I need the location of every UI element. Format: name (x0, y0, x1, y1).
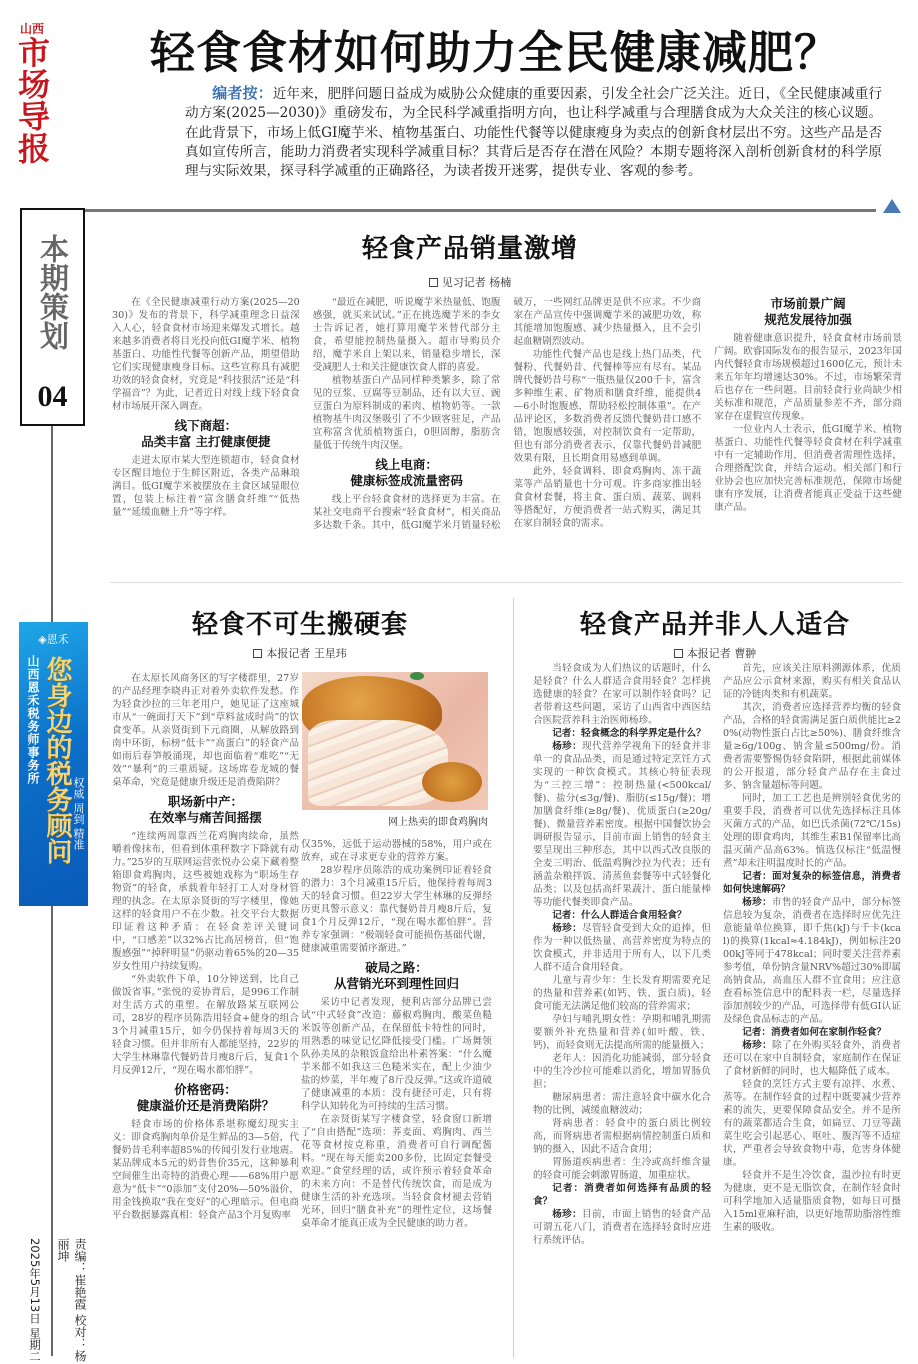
subheading (112, 418, 300, 450)
interview-question (533, 1182, 711, 1208)
paragraph-text: 在亲贤街某写字楼食堂，轻食窗口新增了“自由搭配”选项：荞麦面、鸡胸肉、西兰花等食材按克称重，消费者可自行调配酱料。“现在每天能卖200多份，比固定套餐受欢迎。”食堂经理的话，或许预示着轻食革命的未来方向：不是替代传统饮食，而是成为健康生活的补充选项。当轻食食材褪去营销光环，回归“膳食补充”的理性定位，这场餐桌革命才能真正成为全民健康的助力者。 (301, 1114, 492, 1229)
paragraph (301, 996, 492, 1113)
paragraph-text: 同时，加工工艺也是辨别轻食优劣的重要手段，消费者可以优先选择标注具体灭菌方式的产品，如巴氏杀菌(72℃/15s)处理的即食鸡肉，其维生素B1保留率比高温灭菌产品高63%。慎选仅标注“低温慢煮”却未注明温度时长的产品。 (723, 793, 901, 869)
header-divider (38, 209, 876, 212)
speaker-label: 杨珍： (742, 1040, 773, 1051)
editor-credits: 责编：崔艳霞 校对：杨丽坤 (56, 1238, 87, 1362)
paragraph-text: “最近在减肥，听说魔芋米热量低、饱腹感强，就买来试试。”正在挑选魔芋米的李女士告诉记者，她打算用魔芋米替代部分主食，希望能控制热量摄入。超市导购员介绍，魔芋米自上架以来，销量稳步增长，深受减肥人士和关注健康饮食人群的喜爱。 (312, 297, 501, 373)
issue-date: 2025年5月13日 星期二 (28, 1238, 42, 1362)
article-body (112, 296, 902, 532)
paragraph-text: 功能性代餐产品也是线上热门品类，代餐粉、代餐奶昔、代餐棒等应有尽有。某品牌代餐奶昔号称“一瓶热量仅200千卡，富含多种维生素、矿物质和膳食纤维，能提供4—6小时饱腹感，帮助轻松控制体重”。在产品评论区，多数消费者反馈代餐奶昔口感不错，饱腹感较强，对控制饮食有一定帮助，但也有部分消费者表示，仅靠代餐奶昔减肥效果有限，且长期食用易感到单调。 (513, 349, 702, 464)
paragraph-text: 一位业内人士表示，低GI魔芋米、植物基蛋白、功能性代餐等轻食食材在科学减重中有一定辅助作用，但消费者需理性选择，合理搭配饮食，并结合运动。相关部门和行业协会也应加快完善标准规范，保障市场健康有序发展，让消费者能真正受益于这些健康产品。 (714, 424, 902, 513)
speaker-label: 杨珍： (552, 923, 583, 934)
subheading (112, 1082, 299, 1114)
masthead-logo (12, 22, 52, 202)
editor-note-text: 近年来，肥胖问题日益成为威胁公众健康的重要因素，引发全社会广泛关注。近日，《全民健康减重行动方案(2025—2030)》重磅发布，为全民科学减重指明方向，也让科学减重与合理膳食成为大众关注的核心议题。在此背景下，市场上低GI魔芋米、植物基蛋白、功能性代餐等以健康瘦身为卖点的创新食材层出不穷。这些产品是否真如宣传所言，能助力消费者实现科学减重目标？其背后是否存在潜在风险？本期专题将深入剖析创新食材的科学原理与实际效果，探寻科学减重的正确路径，为读者拨开迷雾，提供专业、客观的参考。 (185, 86, 882, 180)
speaker-label: 记者： (552, 728, 581, 739)
interview-question (723, 870, 901, 896)
paragraph-text: 线下商超： 品类丰富 主打健康便捷 (141, 418, 271, 449)
paragraph-text: 目前，市面上销售的轻食产品可谓五花八门，消费者在选择轻食时应进行系统评估。 (533, 1209, 711, 1246)
ad-tags: 权威 周到 精准 (72, 777, 85, 850)
paragraph (723, 792, 901, 870)
page-number: 04 (37, 380, 68, 413)
subheading (313, 457, 501, 489)
paragraph (301, 1113, 492, 1230)
article-byline (200, 645, 400, 661)
speaker-label: 记者： (742, 871, 773, 882)
paragraph-text: 儿童与青少年：生长发育期需要充足的热量和营养素(如钙、铁、蛋白质)，轻食可能无法满足他们较高的营养需求； (533, 975, 711, 1012)
byline-text: 本报记者 曹翀 (686, 647, 757, 660)
editor-note (185, 84, 882, 181)
paragraph-text: 现代营养学视角下的轻食并非单一的食品品类，而是通过特定烹饪方式实现的一种饮食模式。其核心特征表现为“三控三增”：控制热量(<500kcal/餐)、盐分(≤3g/餐)、脂肪(≤15g/餐)；增加膳食纤维(≥8g/餐)、优质蛋白(≥20g/餐)、微量营养素密度。根据中国餐饮协会调研报告显示，目前市面上销售的轻食主要呈现出三种形态，其中以西式改良版的全麦三明治、低温鸡胸沙拉为代表；还有涵盖杂粮拌饭、清蒸鱼套餐等中式轻餐化品类；以及包括高纤果蔬汁、蛋白能量棒等功能代餐类即食产品。 (533, 741, 711, 908)
article-title: 轻食产品销量激增 (361, 234, 578, 264)
interview-answer (723, 1039, 901, 1078)
paragraph-text: 28岁程序员陈浩的成功案例印证着轻食的潜力：3个月减重15斤后，他保持着每周3天的轻食习惯。但22岁大学生林琳的反弹经历更具警示意义：靠代餐奶昔月瘦8斤后，复食1个月反弹12斤，“现在喝水都怕胖”。营养专家强调：“极端轻食可能损伤基础代谢，健康减重需要循序渐进。” (301, 865, 492, 954)
paragraph-text: 价格密码： 健康溢价还是消费陷阱？ (136, 1082, 275, 1113)
interview-answer (723, 896, 901, 1026)
speaker-label: 记者： (742, 1027, 771, 1038)
paragraph-text: 肾病患者：轻食中的蛋白质比例较高，而肾病患者需根据病情控制蛋白质和钠的摄入，因此不适合食用； (533, 1118, 711, 1155)
paragraph (533, 1052, 711, 1091)
interview-answer (533, 740, 711, 909)
triangle-marker-icon (883, 199, 901, 213)
subheading (714, 296, 902, 328)
paragraph (533, 1117, 711, 1156)
paragraph-text: 孕妇与哺乳期女性：孕期和哺乳期需要额外补充热量和营养(如叶酸、铁、钙)，而轻食则无法提高所需的能量摄入； (533, 1014, 711, 1051)
paragraph-text: 老年人：因消化功能减弱，部分轻食中的生冷沙拉可能难以消化，增加胃肠负担； (533, 1053, 711, 1090)
paragraph-text: 采访中记者发现，便利店部分品牌已尝试“中式轻食”改造：藤椒鸡胸肉、酸菜鱼糙米饭等创新产品，在保留低卡特性的同时，用熟悉的味觉记忆降低接受门槛。广场舞领队孙美凤的杂粮饭盒给出朴素答案：“什么魔芋米都不如我这三色糙米实在，配上少油少盐的炒菜，半年瘦了8斤没反弹。”这或许道破了健康减重的本质：没有捷径可走，只有将科学认知转化为可持续的生活习惯。 (301, 997, 492, 1112)
paragraph-text: 什么人群适合食用轻食？ (580, 910, 687, 921)
chicken-breast-photo (302, 672, 488, 810)
paragraph (112, 973, 299, 1077)
article-byline (615, 645, 815, 661)
paragraph (533, 1013, 711, 1052)
paragraph (723, 1078, 901, 1169)
paragraph-text: 市场前景广阔 规范发展待加强 (764, 296, 852, 327)
speaker-label: 杨珍： (552, 741, 583, 752)
section-label-box (20, 208, 85, 426)
paragraph-text: 糖尿病患者：需注意轻食中碳水化合物的比例，减缓血糖波动； (533, 1092, 711, 1116)
paragraph (714, 332, 902, 423)
paragraph-text: 面对复杂的标签信息，消费者如何快速解码？ (723, 871, 901, 895)
logo-text: 市场导报 (13, 34, 51, 166)
paragraph (112, 672, 299, 789)
paragraph-text: 消费者如何在家制作轻食？ (770, 1027, 887, 1038)
tax-advisor-ad[interactable] (19, 622, 88, 906)
interview-answer (533, 1208, 711, 1247)
paragraph-text: “外卖软件下单，10分钟送到，比自己做饭省事。”张悦的妥协背后，是996工作制对生活方式的重塑。在解放路某互联网公司，28岁的程序员陈浩用轻食+健身的组合3个月减重15斤，如今仍保持着每周3天的轻食习惯。但并非所有人都能坚持，22岁的大学生林琳靠代餐奶昔月瘦8斤后，复食1个月反弹12斤，“现在喝水都怕胖”。 (112, 974, 299, 1076)
paragraph (313, 374, 501, 452)
paragraph-text: 破局之路： 从营销光环到理性回归 (333, 960, 459, 991)
byline-text: 见习记者 杨楠 (441, 276, 512, 289)
interview-question (723, 1026, 901, 1039)
sidebar-line (51, 906, 53, 1356)
photo-caption: 网上热卖的即食鸡胸肉 (388, 817, 488, 828)
ad-firm-name: 山西恩禾税务师事务所 (26, 655, 40, 785)
speaker-label: 杨珍： (742, 897, 773, 908)
paragraph (112, 1118, 299, 1222)
paragraph-text: 仅35%，远低于运动器械的58%，用户或在放弃，或在寻求更专业的营养方案。 (301, 839, 492, 863)
paragraph-text: 职场新中产： 在效率与痛苦间摇摆 (149, 794, 262, 825)
paragraph (533, 974, 711, 1013)
speaker-label: 记者： (552, 1183, 585, 1194)
paragraph-text: 首先，应该关注原料溯源体系，优质产品应公示食材来源，购买有相关食品认证的冷链肉类和有机蔬菜。 (723, 663, 901, 700)
paragraph-text: 在《全民健康减重行动方案(2025—2030)》发布的背景下，科学减重理念日益深入人心，轻食食材市场迎来爆发式增长。越来越多消费者将目光投向低GI魔芋米、植物基蛋白、功能性代餐等创新产品，期望借助它们实现健康瘦身目标。这些宣称具有减肥功效的轻食食材，究竟是“科技狠活”还是“科学福音”？为此，记者近日对线上线下轻食食材市场展开深入调查。 (112, 297, 300, 412)
paragraph-text: 轻食的烹饪方式主要有凉拌、水煮、蒸等。在制作轻食的过程中既要减少营养素的流失，更要保障食品安全。并不是所有的蔬菜都适合生食，如扁豆、刀豆等蔬菜生吃会引起恶心、呕吐、腹泻等不适症状，严重者会导致食物中毒，危害身体健康。 (723, 1079, 901, 1168)
interview-question (533, 727, 711, 740)
paragraph (313, 296, 501, 374)
paragraph-text: 其次，消费者应选择营养均衡的轻食产品，合格的轻食需满足蛋白质供能比≥20%(动物性蛋白占比≥50%)、膳食纤维含量≥6g/100g、钠含量≤500mg/份。消费者需要警惕伪轻食陷阱，根据此前媒体的公开报道，部分轻食产品存在主食过多、钠含量超标等问题。 (723, 702, 901, 791)
paragraph (301, 838, 492, 864)
paragraph (112, 454, 300, 519)
paragraph-text: 消费者如何选择有品质的轻食？ (533, 1183, 712, 1207)
paragraph-text: 轻食概念的科学界定是什么？ (580, 728, 706, 739)
sidebar-line (51, 426, 53, 622)
paragraph-text: 轻食并不是生冷饮食，温沙拉有时更为健康，更不是无脂饮食，在制作轻食时可科学地加入适量脂质食物，如每日可摄入15ml亚麻籽油，以更好地帮助脂溶性维生素的吸收。 (723, 1170, 901, 1233)
paragraph (112, 296, 300, 413)
paragraph-text: 线上平台轻食食材的选择更为丰富。在某社交电商平台搜索“轻食食材”，相关商品多达数千条。其中，低GI魔芋米月销量轻松破万，一些网红品牌更是供不应求。不少商家在产品宣传中强调魔芋米的减肥功效，称其能增加饱腹感、减少热量摄入，且不会引起血糖剧烈波动。 (312, 297, 702, 531)
speaker-label: 杨珍： (552, 1209, 583, 1220)
section-divider (110, 582, 902, 583)
paragraph (714, 423, 902, 514)
column-divider (513, 598, 514, 1358)
paragraph (533, 1156, 711, 1182)
article-column (112, 672, 299, 1222)
paragraph-text: 除了在外购买轻食外，消费者还可以在家中自制轻食，家庭制作在保证了食材新鲜的同时，也大幅降低了成本。 (723, 1040, 901, 1077)
subheading (301, 960, 492, 992)
paragraph-text: 随着健康意识提升，轻食食材市场前景广阔。欧睿国际发布的报告显示，2023年国内代餐轻食市场规模超过1600亿元，预计未来五年年均增速达30%。不过，市场繁荣背后也存在一些问题。目前轻食行业尚缺少相关标准和规范，产品质量参差不齐，部分商家存在虚假宣传现象。 (714, 333, 902, 422)
interview-answer (533, 922, 711, 974)
paragraph (723, 701, 901, 792)
paragraph-text: 线上电商： 健康标签成流量密码 (350, 457, 463, 488)
article-byline (370, 274, 570, 290)
logo-top: 山西 (19, 22, 44, 36)
paragraph-text: 当轻食成为人们热议的话题时，什么是轻食？什么人群适合食用轻食？怎样挑选健康的轻食？在家可以制作轻食吗？记者带着这些问题，采访了山西省中西医结合医院营养科主治医师杨珍。 (533, 663, 711, 726)
ad-brand-logo: ◈恩禾 (38, 633, 69, 646)
paragraph-text: 胃肠道疾病患者：生冷或高纤维含量的轻食可能会刺激胃肠道，加重症状。 (533, 1157, 711, 1181)
paragraph (514, 465, 702, 530)
paragraph-text: 此外，轻食调料、即食鸡胸肉、冻干蔬菜等产品销量也十分可观。许多商家推出轻食食材套餐，将主食、蛋白质、蔬菜、调料等搭配好，方便消费者一站式购买，满足其在家自制轻食的需求。 (513, 466, 702, 529)
speaker-label: 记者： (552, 910, 581, 921)
article-column (301, 838, 492, 1230)
paragraph-text: 植物基蛋白产品同样种类繁多，除了常见的豆浆、豆腐等豆制品，还有以大豆、豌豆蛋白为原料制成的素肉、植物奶等。一款植物基牛肉汉堡吸引了不少顾客驻足，产品宣称富含优质植物蛋白，0胆固醇，脂肪含量低于传统牛肉汉堡。 (312, 375, 501, 451)
paragraph (112, 830, 299, 973)
byline-text: 本报记者 王星玮 (266, 647, 347, 660)
article-body (533, 662, 901, 1247)
paragraph (533, 662, 711, 727)
paragraph (723, 662, 901, 701)
paragraph (723, 1169, 901, 1234)
paragraph-text: 在太原长风商务区的写字楼群里，27岁的产品经理李晓冉正对着外卖软件发愁。作为轻食沙拉的三年老用户，她见证了这座城市从“一碗面打天下”到“草料盆成时尚”的饮食变革。从亲贤街到下元商圈，从解放路到南中环街，标榜“低卡”“高蛋白”的轻食产品如雨后春笋般涌现，却也面临着“难吃”“无效”“暴利”的三重质疑。这场席卷龙城的餐桌革命，究竟是健康升级还是消费陷阱？ (112, 673, 299, 788)
interview-question (533, 909, 711, 922)
paragraph-text: 市售的轻食产品中，部分标签信息较为复杂，消费者在选择时应优先注意能量单位换算，即千焦(kJ)与千卡(kcal)的换算(1kcal≈4.184kJ)，例如标注2000kJ等同于478kcal；同时要关注营养素参考值，单份钠含量NRV%超过30%即属高钠食品，高血压人群不宜食用；应注意查看标签信息中的配料表一栏，尽量选择添加剂较少的产品，可选择带有低GI认证及绿色食品标志的产品。 (723, 897, 901, 1025)
paragraph (533, 1091, 711, 1117)
paragraph-text: 轻食市场的价格体系堪称魔幻现实主义：即食鸡胸肉单价是生鲜品的3—5倍，代餐奶昔毛利率超85%的传闻引发行业地震。某品牌成本5元的奶昔售价35元，这种暴利空间催生出奇特的消费心理——68%用户愿意为“低卡”“0添加”支付20%—50%溢价，用金钱换取“我在变好”的心理暗示。但电商平台数据暴露真相：轻食产品3个月复购率 (112, 1119, 299, 1221)
page-title: 轻食食材如何助力全民健康减肥？ (150, 26, 841, 79)
ad-slogan: 您身边的税务顾问 (42, 656, 72, 864)
subheading (112, 794, 299, 826)
paragraph (301, 864, 492, 955)
paragraph-text: 走进太原市某大型连锁超市，轻食食材专区醒目地位于生鲜区附近，各类产品琳琅满目。低GI魔芋米被摆放在主食区域显眼位置，包装上标注着“富含膳食纤维”“低热量”“延缓血糖上升”等字样。 (112, 455, 300, 518)
article-title: 轻食不可生搬硬套 (191, 610, 408, 640)
paragraph (514, 348, 702, 465)
editor-note-label: 编者按： (212, 84, 273, 102)
paragraph-text: “连续两周靠西兰花鸡胸肉续命，虽然嚼着像抹布，但看到体重秤数字下降就有动力。”25岁的互联网运营张悦办公桌下藏着整箱即食鸡胸肉，这些被她戏称为“职场生存物资”的轻食，承载着年轻打工人对身材管理的执念。在太原亲贤街的写字楼里，像她这样的轻食用户不在少数。社交平台大数据印证着这种矛盾：在轻食差评关键词中，“口感差”以32%占比高居榜首，但“饱腹感强”“掉秤明显”仍驱动着65%的20—35岁女性用户持续复购。 (112, 831, 299, 972)
paragraph-text: 尽管轻食受到大众的追捧，但作为一种以低热量、高营养密度为特点的饮食模式，并非适用于所有人，以下几类人群不适合食用轻食。 (533, 923, 711, 973)
article-title: 轻食产品并非人人适合 (579, 610, 850, 640)
section-label: 本期策划 (36, 234, 70, 350)
